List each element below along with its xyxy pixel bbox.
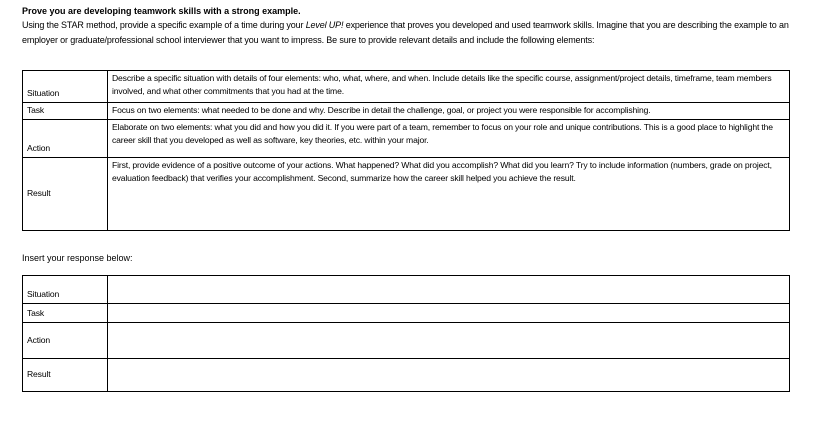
row-description: Elaborate on two elements: what you did and how you did it. If you were part of a team, remember to focus on your role and unique contributions. This is a good place to highlight the career skill that you developed as well as software, key theories, etc. within your major. bbox=[108, 120, 790, 158]
table-row bbox=[23, 103, 790, 120]
table-row bbox=[23, 304, 790, 323]
row-label: Result bbox=[23, 158, 108, 231]
task-response-field[interactable] bbox=[108, 304, 790, 323]
level-up-name: Level UP! bbox=[305, 20, 344, 30]
table-row bbox=[23, 158, 790, 231]
table-row bbox=[23, 71, 790, 103]
row-description: First, provide evidence of a positive outcome of your actions. What happened? What did you accomplish? What did you learn? Try to include information (numbers, grade on project, evaluation feedback) that verifies your accomplishment. Second, summarize how the career skill helped you achieve the result. bbox=[108, 158, 790, 231]
row-label: Task bbox=[23, 103, 108, 120]
row-label: Task bbox=[23, 304, 108, 323]
row-description: Describe a specific situation with details of four elements: who, what, where, and when. Include details like the specific course, assignment/project details, timeframe, team members involved, and what other commitments that you had at the time. bbox=[108, 71, 790, 103]
row-label: Result bbox=[23, 359, 108, 392]
row-description: Focus on two elements: what needed to be done and why. Describe in detail the challenge, goal, or project you were responsible for accomplishing. bbox=[108, 103, 790, 120]
row-label: Situation bbox=[23, 276, 108, 304]
instructions bbox=[22, 18, 802, 48]
situation-response-field[interactable] bbox=[108, 276, 790, 304]
row-label: Situation bbox=[23, 71, 108, 103]
intro-text-cont: experience that proves you developed and used teamwork skills. Imagine that you are describing the example to an employer or graduate/professional school interviewer that you want to impress. Be sure to provide relevant details and include the following elements: bbox=[22, 20, 789, 45]
result-response-field[interactable] bbox=[108, 359, 790, 392]
page-title: Prove you are developing teamwork skills with a strong example. bbox=[22, 6, 301, 16]
response-table bbox=[22, 275, 790, 392]
table-row bbox=[23, 323, 790, 359]
action-response-field[interactable] bbox=[108, 323, 790, 359]
table-row bbox=[23, 276, 790, 304]
intro-text: Using the STAR method, provide a specific example of a time during your bbox=[22, 20, 306, 30]
table-row bbox=[23, 120, 790, 158]
insert-response-label: Insert your response below: bbox=[22, 253, 133, 263]
row-label: Action bbox=[23, 120, 108, 158]
table-row bbox=[23, 359, 790, 392]
row-label: Action bbox=[23, 323, 108, 359]
star-method-table bbox=[22, 70, 790, 231]
